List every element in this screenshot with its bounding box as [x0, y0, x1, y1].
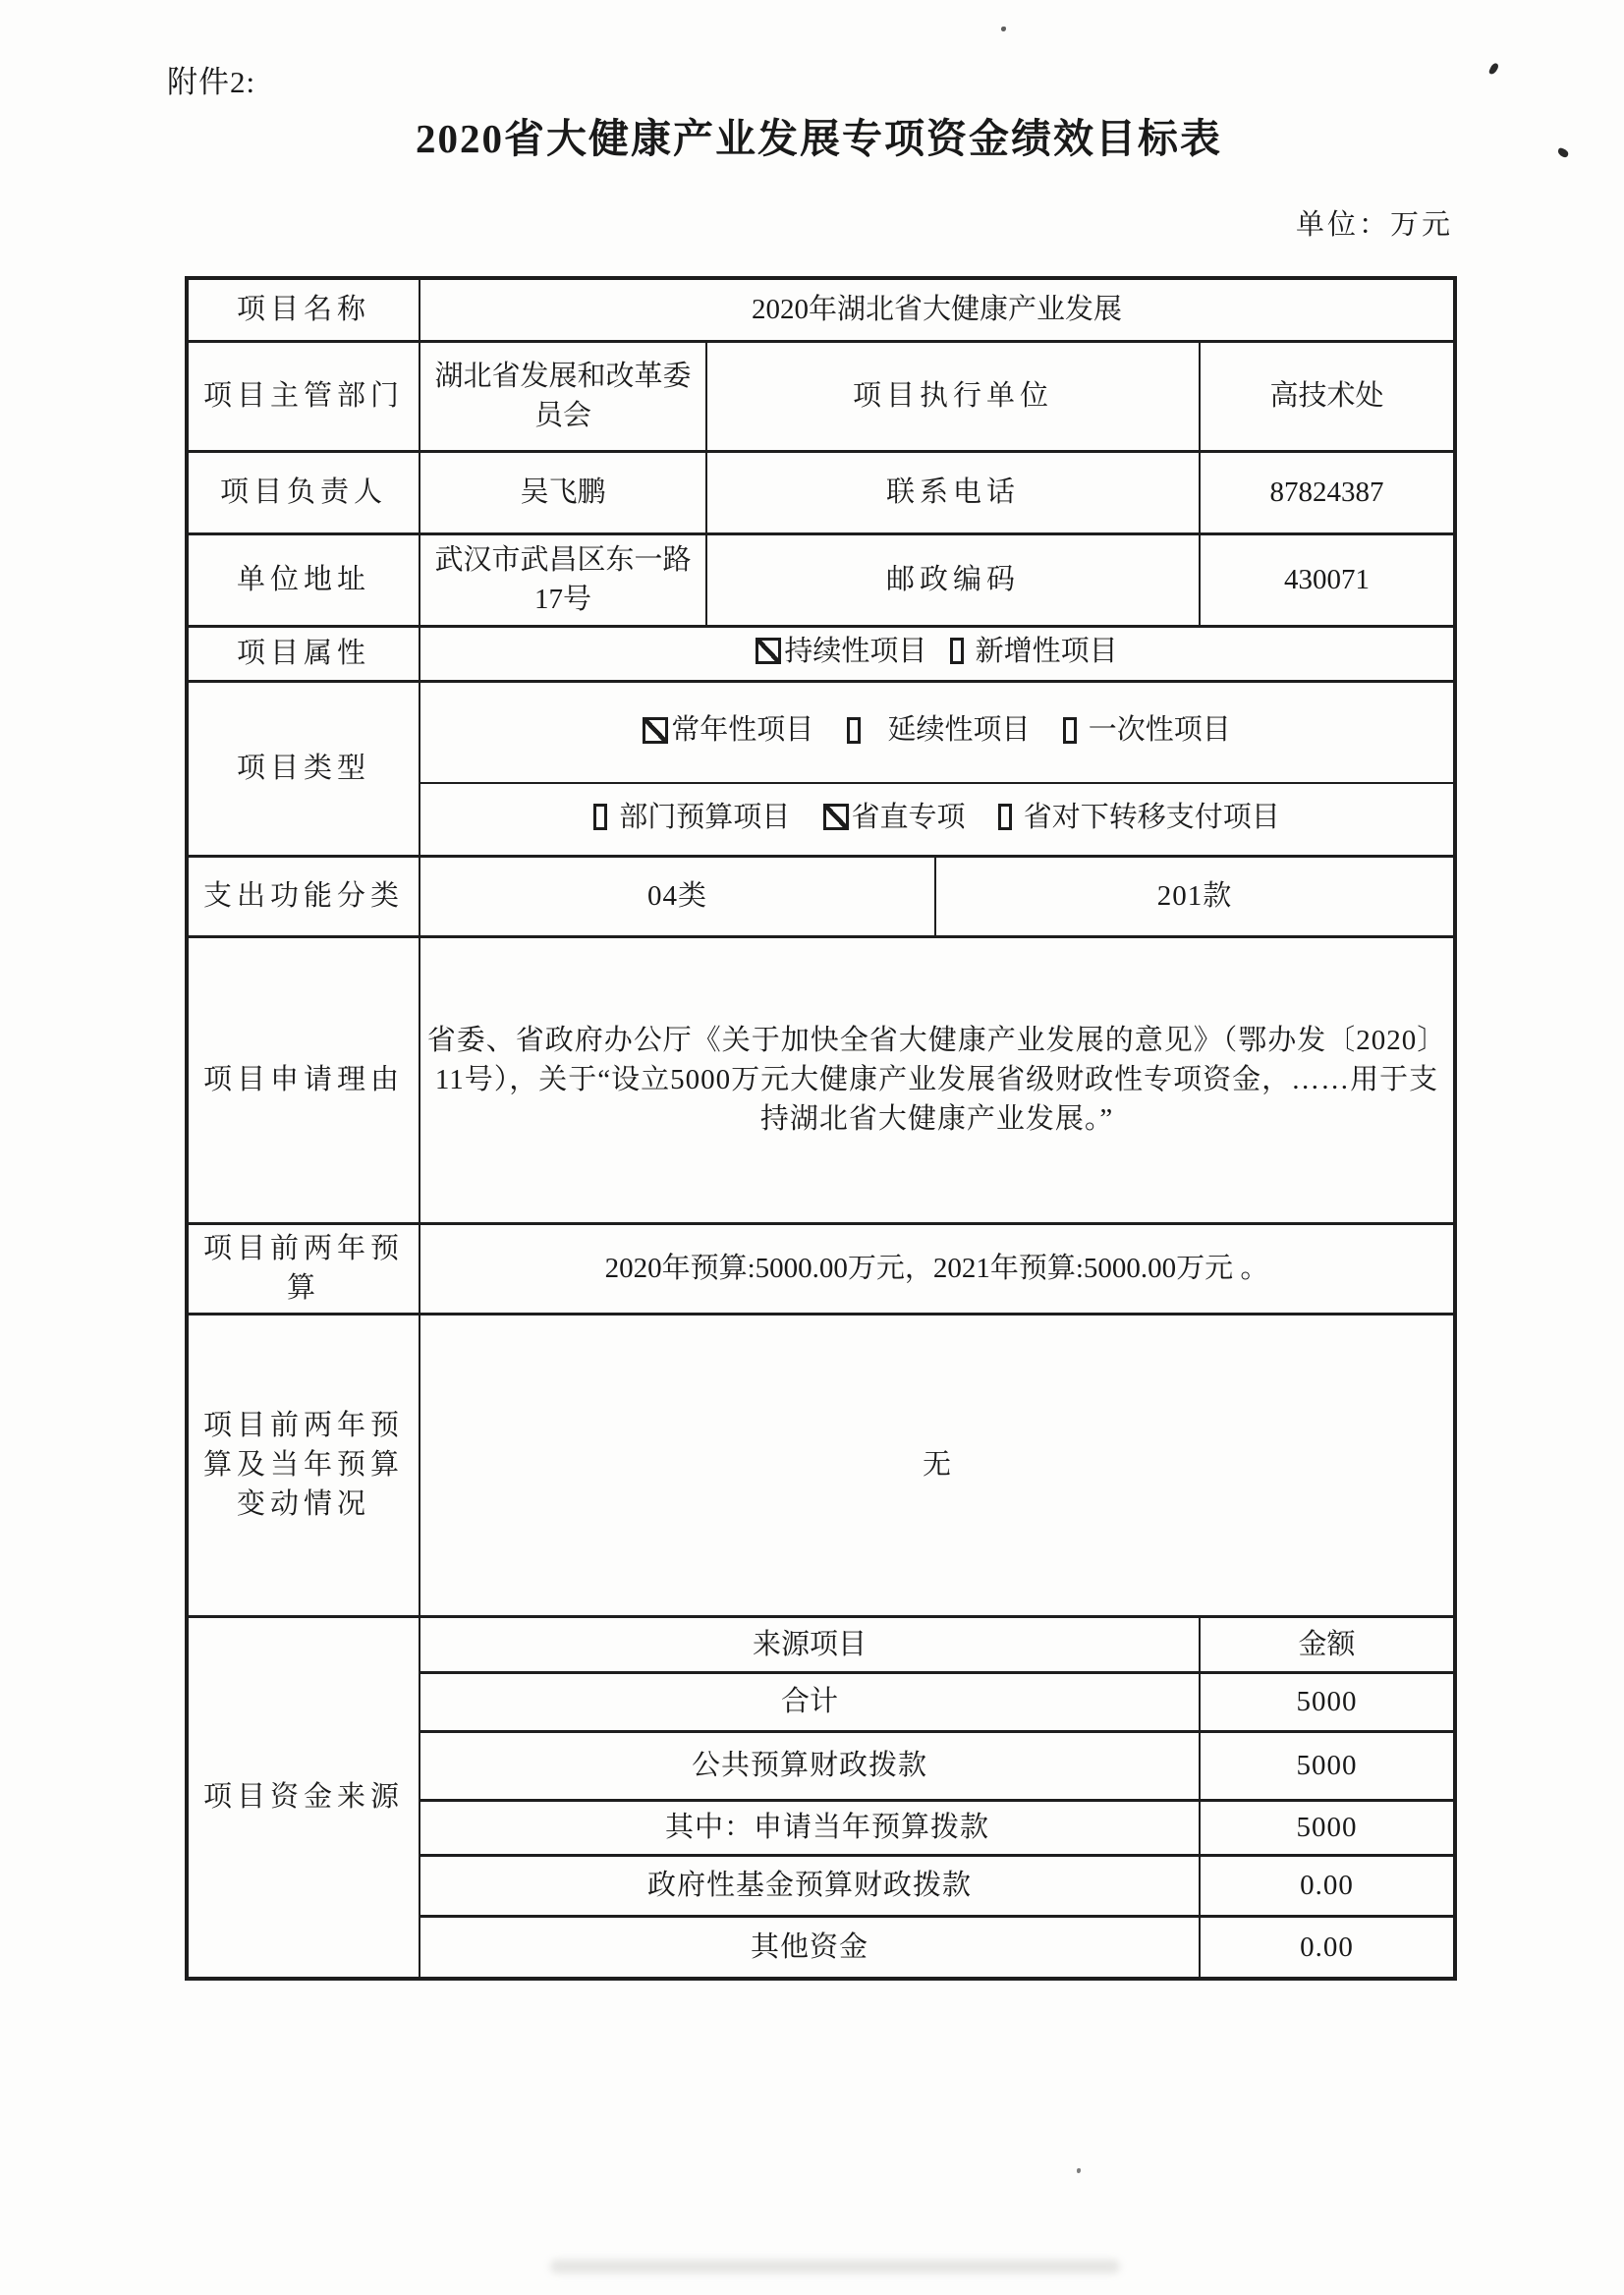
- funding-amount: 0.00: [1200, 1916, 1455, 1979]
- attribute-label: 项目属性: [187, 626, 420, 681]
- funding-amount: 5000: [1200, 1672, 1455, 1731]
- checkbox-empty-icon: [1063, 717, 1077, 744]
- phone-value: 87824387: [1200, 451, 1455, 533]
- option-label: 新增性项目: [975, 635, 1118, 667]
- scan-speck: [1077, 2168, 1081, 2173]
- checkbox-option: [756, 632, 926, 671]
- unit-note: 单位：万元: [1295, 209, 1453, 241]
- option-label: 常年性项目: [671, 714, 814, 746]
- option-label: 省直专项: [851, 801, 966, 833]
- scan-speck: [1488, 62, 1499, 76]
- type-options-line1: [420, 681, 1455, 783]
- prev-budget-label: 项目前两年预算: [187, 1223, 420, 1314]
- checkbox-option: [823, 798, 966, 837]
- reason-text: 省委、省政府办公厅《关于加快全省大健康产业发展的意见》（鄂办发〔2020〕11号），关于“设立5000万元大健康产业发展省级财政性专项资金，……用于支持湖北省大健康产业发展。”: [420, 936, 1455, 1223]
- row-project-name: [187, 278, 1455, 341]
- scan-speck: [1001, 27, 1006, 31]
- exec-unit-label: 项目执行单位: [706, 341, 1200, 451]
- budget-change-value: 无: [420, 1314, 1455, 1616]
- checkbox-option: [643, 710, 813, 750]
- leader-value: 吴飞鹏: [420, 451, 706, 533]
- funding-label: 项目资金来源: [187, 1616, 420, 1979]
- funding-amount: 5000: [1200, 1800, 1455, 1855]
- funding-source: 合计: [420, 1672, 1200, 1731]
- row-leader: [187, 451, 1455, 533]
- type-options-line2: [420, 783, 1455, 856]
- checkbox-option: [950, 632, 1118, 671]
- checkbox-option: [593, 798, 790, 837]
- funding-source-header: 来源项目: [420, 1616, 1200, 1672]
- funding-source: 政府性基金预算财政拨款: [420, 1855, 1200, 1916]
- row-attribute: [187, 626, 1455, 681]
- funding-source: 其他资金: [420, 1916, 1200, 1979]
- zip-value: 430071: [1200, 533, 1455, 626]
- scan-streak: [550, 2260, 1120, 2273]
- checkbox-option: [1063, 710, 1231, 750]
- address-label: 单位地址: [187, 533, 420, 626]
- checkbox-empty-icon: [950, 638, 964, 664]
- option-label: 省对下转移支付项目: [1023, 801, 1280, 833]
- performance-target-table: [185, 276, 1457, 1981]
- leader-label: 项目负责人: [187, 451, 420, 533]
- checkbox-checked-icon: [823, 804, 849, 830]
- row-reason: [187, 936, 1455, 1223]
- checkbox-empty-icon: [593, 804, 607, 830]
- row-budget-change: [187, 1314, 1455, 1616]
- option-label: 持续性项目: [784, 635, 927, 667]
- row-funding-header: [187, 1616, 1455, 1672]
- row-type-line1: [187, 681, 1455, 783]
- function-section-value: 201款: [935, 856, 1455, 936]
- project-name-label: 项目名称: [187, 278, 420, 341]
- checkbox-option: [998, 798, 1280, 837]
- option-label: 一次性项目: [1088, 714, 1231, 746]
- project-name-value: 2020年湖北省大健康产业发展: [420, 278, 1455, 341]
- checkbox-checked-icon: [643, 717, 668, 744]
- exec-unit-value: 高技术处: [1200, 341, 1455, 451]
- funding-amount: 0.00: [1200, 1855, 1455, 1916]
- funding-source: 其中：申请当年预算拨款: [420, 1800, 1200, 1855]
- page-title: 2020省大健康产业发展专项资金绩效目标表: [416, 116, 1222, 161]
- row-prev-budget: [187, 1223, 1455, 1314]
- checkbox-option: [847, 710, 1031, 750]
- function-class-value: 04类: [420, 856, 935, 936]
- supervisor-label: 项目主管部门: [187, 341, 420, 451]
- row-function-class: [187, 856, 1455, 936]
- function-class-label: 支出功能分类: [187, 856, 420, 936]
- option-label: 延续性项目: [887, 714, 1031, 746]
- checkbox-empty-icon: [847, 717, 861, 744]
- address-value: 武汉市武昌区东一路17号: [420, 533, 706, 626]
- checkbox-checked-icon: [756, 638, 781, 664]
- zip-label: 邮政编码: [706, 533, 1200, 626]
- attribute-options: [420, 626, 1455, 681]
- reason-label: 项目申请理由: [187, 936, 420, 1223]
- budget-change-label: 项目前两年预算及当年预算变动情况: [187, 1314, 420, 1616]
- funding-amount-header: 金额: [1200, 1616, 1455, 1672]
- option-label: 部门预算项目: [619, 801, 791, 833]
- funding-source: 公共预算财政拨款: [420, 1731, 1200, 1800]
- funding-amount: 5000: [1200, 1731, 1455, 1800]
- attachment-label: 附件2:: [167, 65, 256, 99]
- prev-budget-value: 2020年预算:5000.00万元，2021年预算:5000.00万元 。: [420, 1223, 1455, 1314]
- row-supervisor: [187, 341, 1455, 451]
- type-label: 项目类型: [187, 681, 420, 856]
- supervisor-value: 湖北省发展和改革委员会: [420, 341, 706, 451]
- checkbox-empty-icon: [998, 804, 1012, 830]
- scan-speck: [1556, 147, 1569, 158]
- phone-label: 联系电话: [706, 451, 1200, 533]
- row-address: [187, 533, 1455, 626]
